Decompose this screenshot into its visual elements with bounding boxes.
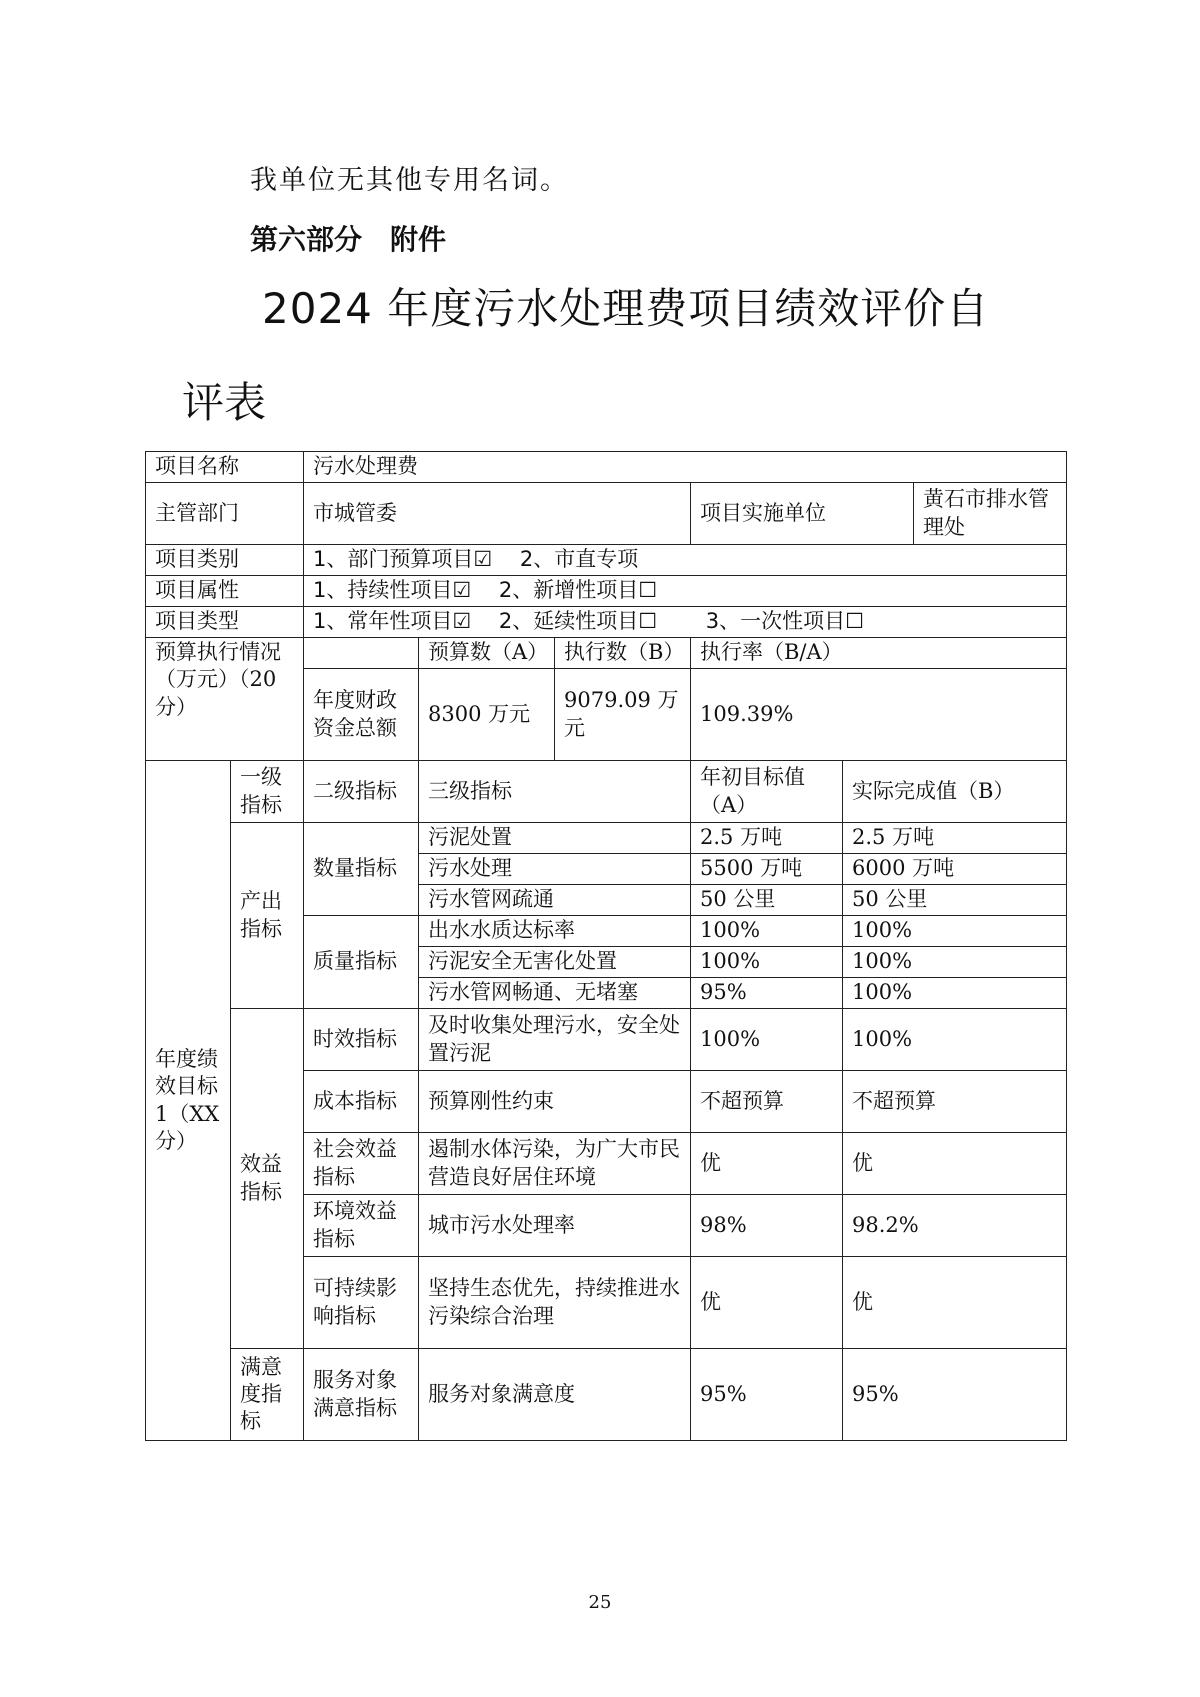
type-label: 项目类型: [146, 607, 304, 638]
target-value: 50 公里: [691, 885, 843, 916]
actual-value: 100%: [843, 978, 1067, 1009]
document-title-line1: 2024 年度污水处理费项目绩效评价自: [262, 284, 990, 333]
target-value: 100%: [691, 947, 843, 978]
budget-header-rate: 执行率（B/A）: [691, 638, 1067, 669]
impl-label: 项目实施单位: [691, 483, 914, 545]
sub-cost: 成本指标: [304, 1071, 419, 1133]
actual-value: 50 公里: [843, 885, 1067, 916]
indicator-name: 服务对象满意度: [419, 1349, 691, 1441]
indicator-name: 预算刚性约束: [419, 1071, 691, 1133]
target-value: 优: [691, 1133, 843, 1195]
target-value: 不超预算: [691, 1071, 843, 1133]
target-value: 95%: [691, 978, 843, 1009]
budget-header-b: 执行数（B）: [555, 638, 691, 669]
attribute-value: 1、持续性项目☑ 2、新增性项目☐: [304, 576, 1067, 607]
actual-value: 98.2%: [843, 1195, 1067, 1257]
actual-value: 优: [843, 1133, 1067, 1195]
indicator-name: 污泥安全无害化处置: [419, 947, 691, 978]
actual-value: 95%: [843, 1349, 1067, 1441]
budget-row-label: 年度财政资金总额: [304, 669, 419, 761]
indicator-name: 遏制水体污染，为广大市民营造良好居住环境: [419, 1133, 691, 1195]
annual-goal-label: 年度绩效目标1（XX分）: [146, 761, 231, 1441]
indicator-name: 污水处理: [419, 854, 691, 885]
target-value: 5500 万吨: [691, 854, 843, 885]
actual-value: 100%: [843, 947, 1067, 978]
category-satisfaction: 满意度指标: [231, 1349, 304, 1441]
budget-rate-value: 109.39%: [691, 669, 1067, 761]
evaluation-table: [145, 451, 1067, 1441]
target-value: 优: [691, 1257, 843, 1349]
target-value: 98%: [691, 1195, 843, 1257]
header-actual: 实际完成值（B）: [843, 761, 1067, 823]
sub-service: 服务对象满意指标: [304, 1349, 419, 1441]
header-target: 年初目标值（A）: [691, 761, 843, 823]
budget-b-value: 9079.09 万元: [555, 669, 691, 761]
indicator-name: 污水管网畅通、无堵塞: [419, 978, 691, 1009]
sub-environment: 环境效益指标: [304, 1195, 419, 1257]
dept-value: 市城管委: [304, 483, 691, 545]
project-name-label: 项目名称: [146, 452, 304, 483]
actual-value: 优: [843, 1257, 1067, 1349]
category-benefit: 效益指标: [231, 1009, 304, 1349]
category-label: 项目类别: [146, 545, 304, 576]
page-number: 25: [588, 1592, 612, 1613]
indicator-name: 坚持生态优先，持续推进水污染综合治理: [419, 1257, 691, 1349]
type-value: 1、常年性项目☑ 2、延续性项目☐ 3、一次性项目☐: [304, 607, 1067, 638]
actual-value: 100%: [843, 916, 1067, 947]
actual-value: 不超预算: [843, 1071, 1067, 1133]
dept-label: 主管部门: [146, 483, 304, 545]
sub-social: 社会效益指标: [304, 1133, 419, 1195]
sub-quantity: 数量指标: [304, 823, 419, 916]
indicator-name: 污水管网疏通: [419, 885, 691, 916]
header-level2: 二级指标: [304, 761, 419, 823]
category-output: 产出指标: [231, 823, 304, 1009]
category-value: 1、部门预算项目☑ 2、市直专项: [304, 545, 1067, 576]
impl-value: 黄石市排水管理处: [914, 483, 1067, 545]
target-value: 100%: [691, 916, 843, 947]
sub-sustainable: 可持续影响指标: [304, 1257, 419, 1349]
indicator-name: 出水水质达标率: [419, 916, 691, 947]
intro-paragraph: 我单位无其他专用名词。: [250, 165, 569, 196]
actual-value: 2.5 万吨: [843, 823, 1067, 854]
document-title-line2: 评表: [182, 378, 267, 427]
budget-a-value: 8300 万元: [419, 669, 555, 761]
budget-label: 预算执行情况（万元）（20 分）: [146, 638, 304, 761]
project-name-value: 污水处理费: [304, 452, 1067, 483]
target-value: 95%: [691, 1349, 843, 1441]
indicator-name: 城市污水处理率: [419, 1195, 691, 1257]
target-value: 2.5 万吨: [691, 823, 843, 854]
indicator-name: 及时收集处理污水，安全处置污泥: [419, 1009, 691, 1071]
sub-timeliness: 时效指标: [304, 1009, 419, 1071]
section-heading: 第六部分 附件: [250, 223, 447, 256]
sub-quality: 质量指标: [304, 916, 419, 1009]
header-level1: 一级指标: [231, 761, 304, 823]
actual-value: 6000 万吨: [843, 854, 1067, 885]
target-value: 100%: [691, 1009, 843, 1071]
budget-header-a: 预算数（A）: [419, 638, 555, 669]
header-level3: 三级指标: [419, 761, 691, 823]
actual-value: 100%: [843, 1009, 1067, 1071]
indicator-name: 污泥处置: [419, 823, 691, 854]
budget-empty-cell: [304, 638, 419, 669]
attribute-label: 项目属性: [146, 576, 304, 607]
